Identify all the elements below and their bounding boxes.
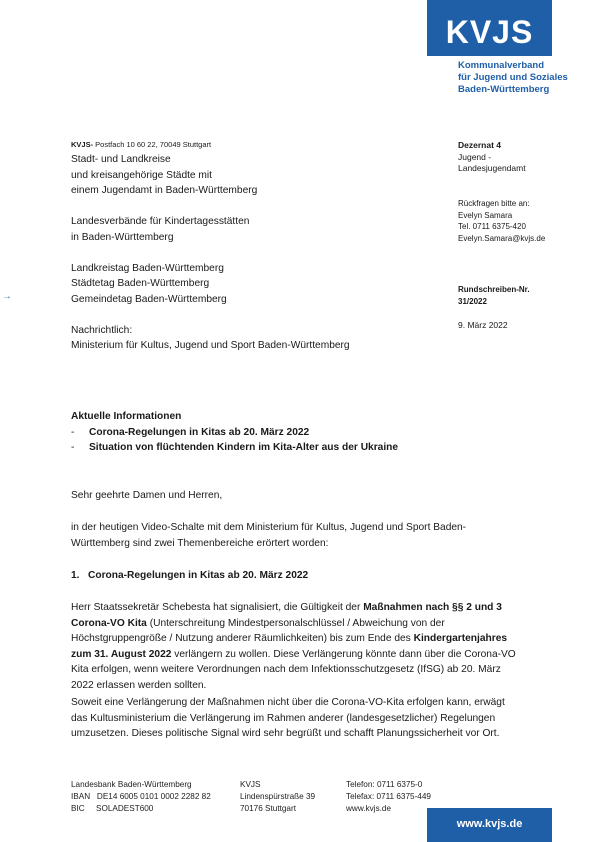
intro-paragraph: in der heutigen Video-Schalte mit dem Ministerium für Kultus, Jugend und Sport Baden-Württemberg sind zwei Themenbereiche erörtert worden:	[71, 522, 467, 549]
web-badge-label[interactable]: www.kvjs.de	[456, 818, 523, 830]
contact-email: Evelyn.Samara@kvjs.de	[458, 233, 546, 243]
department-block	[458, 140, 526, 175]
sender-line-address: Postfach 10 60 22, 70049 Stuttgart	[93, 140, 212, 149]
footer-address	[240, 779, 315, 815]
paragraph-text: (Unterschreitung Mindestpersonalschlüssel / Abweichung von der Höchstgruppengröße / Nutzung anderer Räumlichkeiten) bis zum Ende des	[71, 617, 445, 644]
footer-bank	[71, 779, 211, 815]
recipient-block	[71, 152, 441, 354]
recipient-line	[71, 199, 441, 215]
subject-item-text: Situation von flüchtenden Kindern im Kita-Alter aus der Ukraine	[89, 442, 399, 453]
footer-line: KVJS	[240, 780, 261, 789]
footer-line: BIC SOLADEST600	[71, 804, 154, 813]
recipient-line: Landkreistag Baden-Württemberg	[71, 262, 224, 274]
recipient-line: einem Jugendamt in Baden-Württemberg	[71, 185, 258, 196]
subject-item: - Situation von flüchtenden Kindern im Kita-Alter aus der Ukraine	[71, 442, 399, 453]
paragraph-text: Herr Staatssekretär Schebesta hat signalisiert, die Gültigkeit der	[71, 602, 364, 613]
footer-website[interactable]: www.kvjs.de	[346, 804, 392, 813]
subject-item: - Corona-Regelungen in Kitas ab 20. März 2022	[71, 426, 310, 438]
paragraph-bold: Maßnahmen nach §§ 2 und 3 Corona-VO Kita	[71, 602, 502, 629]
letter-date: 9. März 2022	[458, 320, 508, 330]
recipient-line: Nachrichtlich:	[71, 324, 133, 336]
subject-block	[71, 409, 531, 456]
logo-subtitle	[458, 60, 568, 96]
subject-title: Aktuelle Informationen	[71, 411, 182, 422]
footer-contact	[346, 779, 431, 815]
circular-number: 31/2022	[458, 297, 487, 306]
subject-item-text: Corona-Regelungen in Kitas ab 20. März 2022	[89, 426, 310, 438]
recipient-line	[71, 307, 441, 323]
recipient-line: Ministerium für Kultus, Jugend und Sport Baden-Württemberg	[71, 340, 350, 351]
salutation: Sehr geehrte Damen und Herren,	[71, 490, 223, 501]
recipient-line	[71, 245, 441, 261]
section-heading: 1. Corona-Regelungen in Kitas ab 20. März 2022	[71, 570, 309, 581]
recipient-line: Stadt- und Landkreise	[71, 154, 171, 165]
paragraph-bold: Kindergartenjahres zum 31. August 2022	[71, 633, 508, 660]
sender-line	[71, 140, 211, 149]
department-line: Jugend -	[458, 151, 492, 162]
department-line: Landesjugendamt	[458, 163, 526, 173]
footer-line: Lindenspürstraße 39	[240, 792, 316, 801]
paragraph-2: Soweit eine Verlängerung der Maßnahmen nicht über die Corona-VO-Kita erfolgen kann, erwägt das Kultusministerium die Verlängerung im Rahmen anderer (landesgesetzlicher) Regelungen umzusetzen. Dieses politische Signal wird sehr begrüßt und schafft Planungssicherheit vor Ort.	[71, 697, 505, 739]
contact-name: Evelyn Samara	[458, 210, 513, 220]
recipient-line: in Baden-Württemberg	[71, 231, 174, 243]
recipient-line: Gemeindetag Baden-Württemberg	[71, 293, 227, 305]
footer-line: Landesbank Baden-Württemberg	[71, 780, 192, 789]
circular-label: Rundschreiben-Nr.	[458, 285, 530, 294]
contact-label: Rückfragen bitte an:	[458, 199, 530, 208]
footer-line: Telefon: 0711 6375-0	[346, 780, 423, 789]
logo-sub-line: Baden-Württemberg	[458, 84, 550, 95]
sender-line-org: KVJS-	[71, 140, 94, 149]
logo: KVJS	[445, 14, 534, 50]
logo-sub-line: für Jugend und Soziales	[458, 72, 568, 83]
paragraph-1	[71, 600, 521, 693]
footer-line: IBAN DE14 6005 0101 0002 2282 82	[71, 792, 211, 801]
circular-block	[458, 284, 530, 308]
department-title: Dezernat 4	[458, 140, 501, 150]
recipient-line: Landesverbände für Kindertagesstätten	[71, 216, 250, 227]
footer-line: Telefax: 0711 6375-449	[346, 792, 431, 801]
contact-phone: Tel. 0711 6375-420	[458, 222, 526, 231]
logo-sub-line: Kommunalverband	[458, 60, 545, 71]
arrow-icon: →	[2, 291, 12, 302]
footer-line: 70176 Stuttgart	[240, 804, 296, 813]
recipient-line: Städtetag Baden-Württemberg	[71, 278, 210, 289]
contact-block	[458, 198, 545, 244]
recipient-line: und kreisangehörige Städte mit	[71, 169, 213, 181]
paragraph-text: verlängern zu wollen. Diese Verlängerung könnte dann über die Corona-VO Kita erfolgen, wenn weitere Verordnungen nach dem Infektionsschutzgesetz (IfSG) ab 20. März 2022 erlassen werden sollten.	[71, 648, 516, 691]
